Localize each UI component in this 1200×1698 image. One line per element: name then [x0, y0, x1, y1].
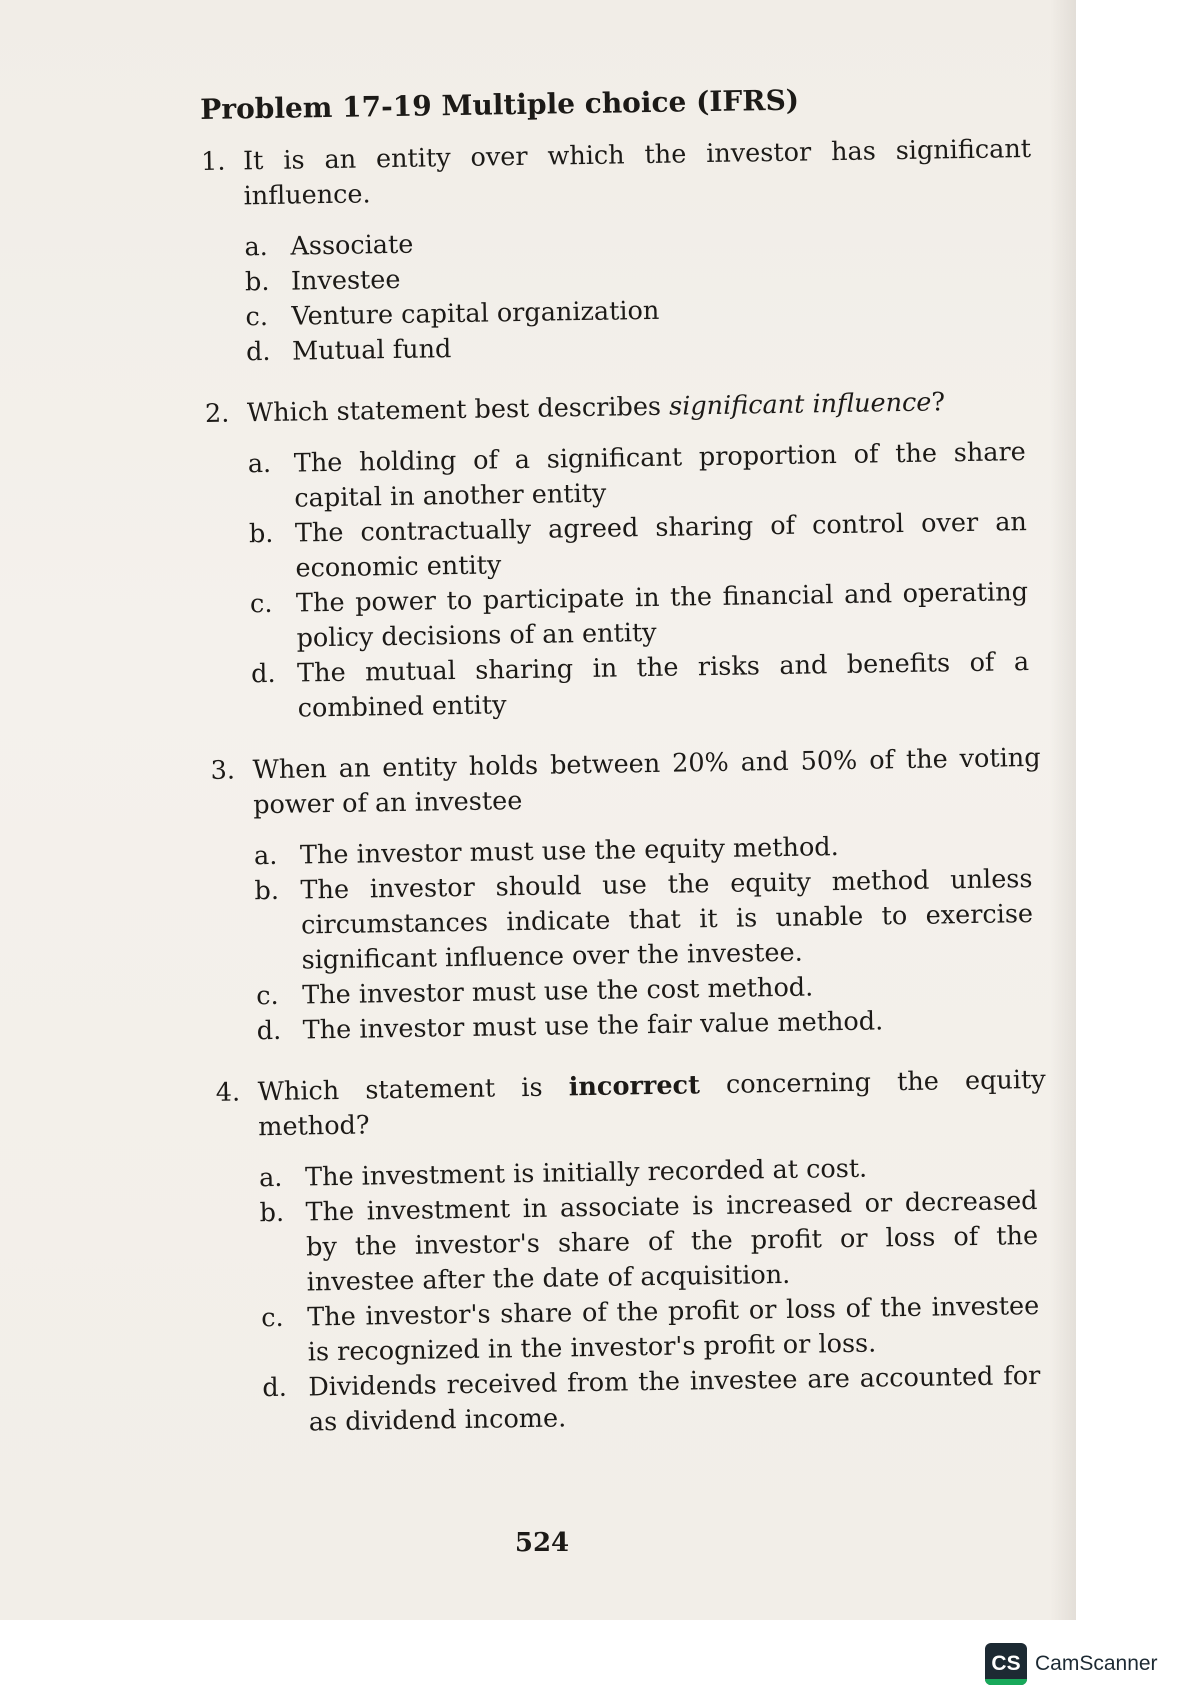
question-number: 1.	[200, 146, 226, 177]
choice-letter: b.	[254, 875, 280, 907]
camscanner-logo-icon: CS	[985, 1643, 1027, 1685]
choice-text: The investor must use the cost method.	[301, 972, 814, 1011]
choice-list	[248, 435, 1040, 727]
choice-list	[259, 1149, 1051, 1441]
choice-list	[244, 218, 1034, 370]
question-2-stem	[205, 384, 1035, 432]
choice-list	[254, 827, 1045, 1049]
choice-item	[249, 505, 1038, 587]
choice-letter: d.	[256, 1015, 282, 1047]
choice-letter: d.	[245, 336, 271, 368]
choice-text: The investment in associate is increased or decreased by the investor's share of the profit or loss of the investee after the date of acquisition.	[305, 1185, 1039, 1298]
page-number-text: 524	[514, 1528, 570, 1558]
question-4-stem	[215, 1063, 1046, 1146]
question-2	[205, 384, 1040, 728]
choice-item	[259, 1184, 1049, 1301]
question-text-lead: Which statement best describes	[246, 391, 670, 429]
question-text-tail: ?	[931, 387, 946, 418]
question-text-bold-term: incorrect	[568, 1070, 701, 1103]
choice-letter: a.	[258, 1162, 283, 1194]
question-3	[210, 741, 1045, 1050]
question-text: It is an entity over which the investor has significant influence.	[242, 133, 1032, 212]
choice-text: The power to participate in the financial and operating policy decisions of an entity	[295, 577, 1029, 654]
question-text-lead: Which statement is	[257, 1072, 569, 1108]
page-edge-shadow	[1050, 0, 1076, 1620]
question-text-tail: concerning the equity method?	[258, 1064, 1046, 1143]
choice-item	[262, 1359, 1051, 1441]
question-3-stem	[210, 741, 1041, 824]
choice-text: The holding of a significant proportion of the share capital in another entity	[293, 437, 1026, 514]
question-number: 4.	[215, 1077, 241, 1108]
choice-text: Associate	[290, 229, 414, 262]
choice-item	[261, 1289, 1050, 1371]
choice-letter: a.	[247, 448, 272, 480]
question-text: When an entity holds between 20% and 50% of the voting power of an investee	[252, 742, 1041, 821]
choice-item	[251, 645, 1040, 727]
choice-text: Investee	[290, 264, 401, 297]
choice-text: The investment is initially recorded at cost.	[304, 1153, 868, 1193]
choice-text: The investor must use the fair value method.	[302, 1006, 884, 1046]
question-1-stem	[201, 132, 1032, 215]
question-number: 3.	[210, 755, 236, 786]
choice-letter: c.	[261, 1302, 284, 1334]
question-text	[247, 384, 1035, 431]
choice-text: Mutual fund	[291, 334, 452, 367]
question-4	[215, 1063, 1051, 1442]
choice-letter: c.	[245, 301, 269, 333]
choice-text: The investor's share of the profit or loss of the investee is recognized in the investor's profit or loss.	[307, 1290, 1040, 1368]
choice-text: The contractually agreed sharing of control over an economic entity	[294, 507, 1028, 584]
page-content	[200, 79, 1052, 1468]
choice-letter: d.	[250, 658, 276, 690]
choice-letter: c.	[255, 980, 279, 1012]
choice-letter: b.	[244, 266, 270, 298]
choice-letter: a.	[253, 840, 278, 872]
choice-text: Dividends received from the investee are accounted for as dividend income.	[308, 1360, 1041, 1438]
choice-text: Venture capital organization	[291, 295, 660, 332]
choice-letter: b.	[259, 1197, 285, 1229]
question-number: 2.	[204, 398, 230, 429]
choice-letter: c.	[249, 588, 273, 620]
choice-item	[248, 435, 1037, 517]
choice-item	[250, 575, 1039, 657]
choice-letter: a.	[244, 231, 268, 263]
camscanner-name: CamScanner	[1035, 1652, 1158, 1675]
problem-title: Problem 17-19 Multiple choice (IFRS)	[200, 83, 800, 126]
choice-text: The investor should use the equity method unless circumstances indicate that it is unable to exercise significant influence over the investee.	[300, 864, 1034, 976]
choice-letter: d.	[262, 1372, 288, 1404]
question-1	[201, 132, 1034, 371]
choice-text: The investor must use the equity method.	[299, 832, 839, 871]
choice-text: The mutual sharing in the risks and benefits of a combined entity	[296, 647, 1030, 724]
question-text-italic-term: significant influence	[668, 387, 932, 422]
question-text	[257, 1063, 1046, 1145]
choice-letter: b.	[248, 518, 274, 550]
camscanner-watermark	[985, 1643, 1158, 1685]
page-number	[0, 1528, 1200, 1558]
choice-item	[254, 862, 1044, 979]
